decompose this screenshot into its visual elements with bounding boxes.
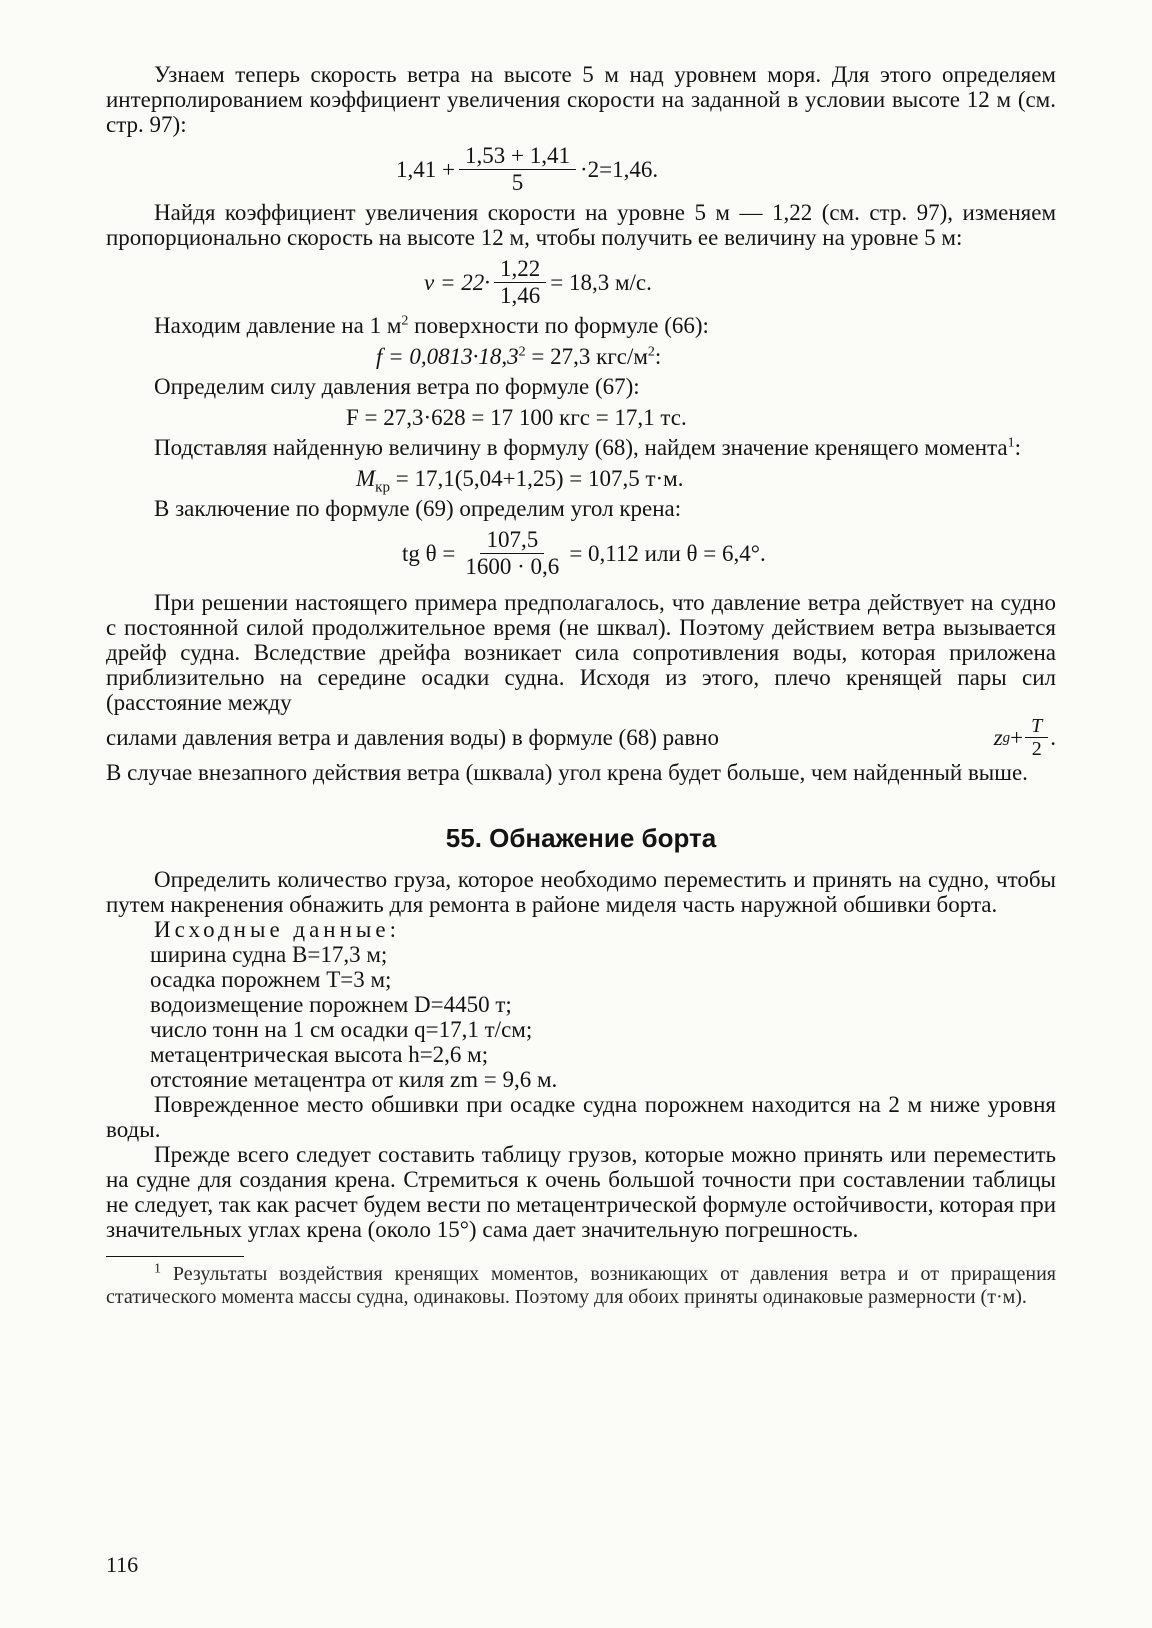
list-item: водоизмещение порожнем D=4450 т;	[150, 992, 512, 1017]
paragraph-wind-speed: Узнаем теперь скорость ветра на высоте 5 м над уровнем моря. Для этого определяем интерполированием коэффициент увеличения скорости на заданной в условии высоте 12 м (см. стр. 97):	[106, 62, 1056, 137]
given-label: Исходные данные:	[154, 917, 400, 942]
eq2-numerator: 1,22	[494, 256, 546, 283]
eq1-fraction	[459, 143, 576, 196]
equation-moment: $M_{кр} = 17,1(5,04+1,25) = 107,5$ т·м.	[356, 466, 684, 496]
equation-angle	[402, 527, 1056, 580]
footnote	[106, 1263, 1056, 1309]
eq6-left: tg θ =	[402, 540, 456, 566]
footnote-mark: 1	[154, 1261, 161, 1277]
eq2-left: v = 22·	[424, 269, 490, 295]
paragraph-squall: В случае внезапного действия ветра (шквала) угол крена будет больше, чем найденный выше.	[106, 760, 1028, 785]
page-number: 116	[106, 1552, 139, 1577]
list-item: число тонн на 1 см осадки q=17,1 т/см;	[150, 1017, 533, 1042]
section-title: 55. Обнажение борта	[445, 823, 717, 853]
given-list	[106, 942, 1056, 1092]
eq1-denominator: 5	[511, 170, 524, 195]
section-task: Определить количество груза, которое необходимо переместить и принять на судно, чтобы путем накренения обнажить для ремонта в районе миделя часть наружной обшивки борта.	[106, 867, 1056, 917]
equation-interpolation	[396, 143, 1056, 196]
list-item: осадка порожнем T=3 м;	[150, 967, 392, 992]
paragraph-force: Определим силу давления ветра по формуле (67):	[154, 374, 640, 399]
equation-velocity	[424, 256, 1056, 309]
footnote-text: Результаты воздействия кренящих моментов, возникающих от давления ветра и от приращения статического момента массы судна, одинаковы. Поэтому для обоих приняты одинаковые размерности (т·м).	[106, 1263, 1056, 1308]
eq6-numerator: 107,5	[480, 527, 544, 554]
paragraph-drift: При решении настоящего примера предполагалось, что давление ветра действует на судно с постоянной силой продолжительное время (не шквал). Поэтому действием ветра вызывается дрейф судна. Вследствие дрейфа возникает сила сопротивления воды, которая приложена приблизительно на середине осадки судна. Исходя из этого, плечо кренящей пары сил (расстояние между	[106, 590, 1056, 715]
paragraph-damage: Поврежденное место обшивки при осадке судна порожнем находится на 2 м ниже уровня воды.	[106, 1092, 1056, 1142]
eq1-right: ·2=1,46.	[579, 156, 659, 182]
paragraph-table: Прежде всего следует составить таблицу грузов, которые можно принять или переместить на судне для создания крена. Стремиться к очень большой точности при составлении таблицы не следует, так как расчет будем вести по метацентрической формуле остойчивости, которая при значительных углах крена (около 15°) сама дает значительную погрешность.	[106, 1142, 1056, 1242]
eq1-left: 1,41 +	[396, 156, 455, 182]
eq6-denominator: 1600 · 0,6	[465, 554, 560, 579]
eq6-right: = 0,112 или θ = 6,4°.	[569, 540, 766, 566]
line-lever-arm: силами давления ветра и давления воды) в формуле (68) равно z g + $\frac{T}{2}$ .	[106, 715, 1056, 760]
eq2-denominator: 1,46	[499, 283, 541, 308]
equation-force: F = 27,3·628 = 17 100 кгс = 17,1 тс.	[346, 405, 687, 430]
eq1-numerator: 1,53 + 1,41	[459, 143, 576, 170]
paragraph-pressure: Находим давление на 1 $м^2$ поверхности по формуле (66):	[154, 313, 709, 338]
list-item: ширина судна B=17,3 м;	[150, 942, 388, 967]
footnote-rule	[106, 1256, 244, 1257]
paragraph-coefficient: Найдя коэффициент увеличения скорости на уровне 5 м — 1,22 (см. стр. 97), изменяем пропорционально скорость на высоте 12 м, чтобы получить ее величину на уровне 5 м:	[106, 200, 1056, 250]
eq6-fraction	[459, 527, 565, 580]
list-item: метацентрическая высота h=2,6 м;	[150, 1042, 489, 1067]
paragraph-moment: Подставляя найденную величину в формулу (68), найдем значение кренящего момента$^1$:	[154, 435, 1022, 460]
eq2-fraction	[494, 256, 546, 309]
paragraph-angle: В заключение по формуле (69) определим угол крена:	[154, 496, 682, 521]
eq2-right: = 18,3 м/с.	[550, 269, 652, 295]
equation-pressure: $f = 0,0813\cdot 18,3^2 = 27,3$ кгс/$м^2$:	[376, 344, 662, 369]
list-item: отстояние метацентра от киля zm = 9,6 м.	[150, 1067, 558, 1092]
